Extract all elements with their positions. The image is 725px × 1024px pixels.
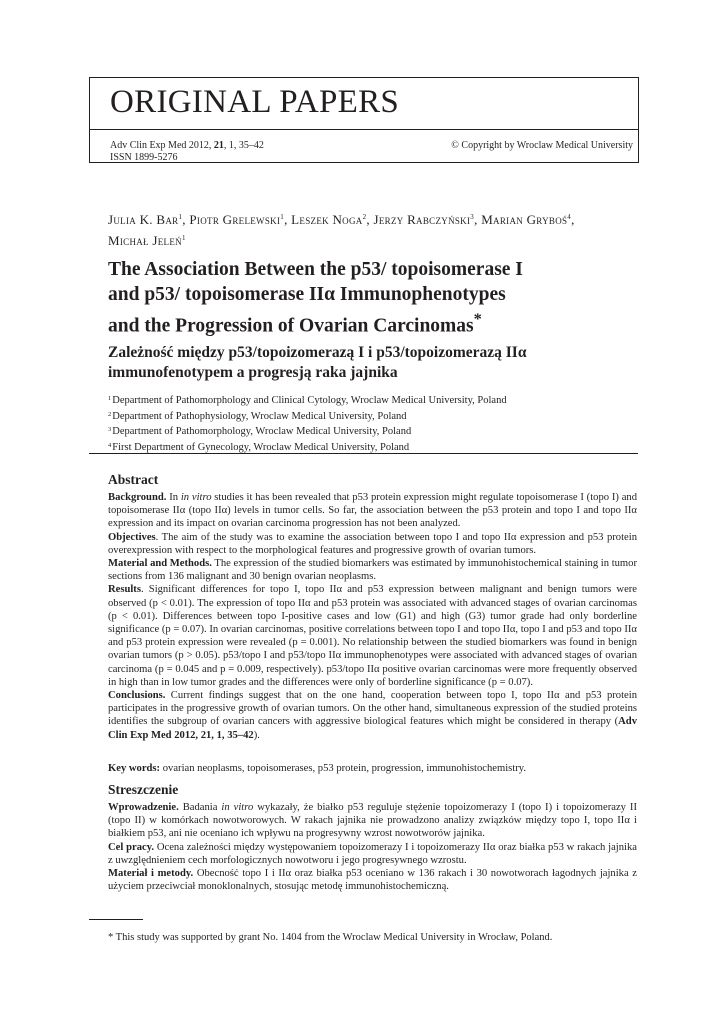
abstract-methods: Material and Methods. The expression of the studied biomarkers was estimated by immunohistochemical staining in tumor sections from 136 malignant and 30 benign ovarian neoplasms. [108, 558, 638, 583]
abstract-heading: Abstract [108, 472, 159, 487]
streszczenie-body [108, 801, 637, 893]
article-title-line: The Association Between the p53/ topoisomerase I [108, 259, 523, 280]
author-4: Jerzy Rabczyński$^3$, [373, 212, 482, 227]
footnote-mark: * [473, 310, 482, 328]
abstract-results: Results. Significant differences for topo I, topo IIα and p53 expression between malignant and benign tumors were observed (p < 0.01). The expression of topo IIα and p53 protein was associated with advanced stages of ovarian carcinomas (p < 0.01). Differences between topo I-positive cases and low (G1) and high (G3) tumor grade had only borderline significance (p = 0.07). In ovarian carcinomas, positive correlations between topo I and topo IIα, topo I and p53 and topo IIα and p53 protein expression were revealed (p = 0.001). No relationship between the studied biomarkers was found in benign ovarian tumors (p > 0.05). p53/topo I and p53/topo IIα immunophenotypes were associated with advanced stages of ovarian carcinoma (p = 0.045 and p = 0.009, respectively). p53/topo IIα positive ovarian carcinomas were more frequently observed in high than in low tumor grades and the differences were only of borderline significance (p = 0.07). [108, 584, 637, 688]
journal-pages: , 1, 35–42 [223, 140, 264, 151]
author-affiliation-mark: 1 [280, 213, 285, 221]
affiliation-item: $^3$Department of Pathomorphology, Wroclaw Medical University, Poland [108, 426, 412, 438]
author-affiliation-mark: 2 [362, 213, 367, 221]
streszczenie-aim: Cel pracy. Ocena zależności między występowaniem topoizomerazy I i topoizomerazy IIα oraz białka p53 w rakach jajnika z uwzględnieniem cech morfologicznych nowotworu i jego progresywnego wzrostu. [108, 841, 637, 866]
abstract-body [108, 491, 637, 742]
author-affiliation-mark: 4 [567, 213, 572, 221]
affiliation-list [108, 392, 628, 455]
streszczenie-methods: Materiał i metody. Obecność topo I i IIα oraz białka p53 oceniano w 136 rakach i 30 nowotworach łagodnych jajnika z użyciem przeciwciał monoklonalnych, stosując metodę immunohistochemiczną. [108, 868, 638, 893]
affiliation-item: $^1$Department of Pathomorphology and Clinical Cytology, Wroclaw Medical University, Poland [108, 395, 507, 406]
journal-info-box [89, 129, 639, 163]
article-title [108, 257, 628, 339]
journal-name: Adv Clin Exp Med 2012, [110, 140, 214, 151]
issn: ISSN 1899-5276 [110, 152, 178, 163]
streszczenie-intro: Wprowadzenie. Badania in vitro wykazały, że białko p53 reguluje stężenie topoizomerazy I (topo I) i topoizomerazy II (topo II) w komórkach nowotworowych. W rakach jajnika nie prowadzono analizy związków między topo I, topo IIα i białkiem p53, ani nie oceniano ich wpływu na progresywny wzrost nowotworów jajnika. [108, 802, 637, 840]
author-6: Michał Jeleń$^1$ [108, 233, 186, 248]
author-affiliation-mark: 1 [181, 234, 186, 242]
author-affiliation-mark: 3 [470, 213, 475, 221]
divider [89, 453, 638, 454]
article-title-line: and the Progression of Ovarian Carcinomas [108, 315, 474, 337]
affiliation-item: $^2$Department of Pathophysiology, Wroclaw Medical University, Poland [108, 410, 407, 422]
author-3: Leszek Noga$^2$, [291, 212, 374, 227]
section-header-box [89, 77, 639, 130]
author-5: Marian Gryboś$^4$, [481, 212, 575, 227]
citation: Adv Clin Exp Med 2012, 21, 1, 35–42 [108, 716, 637, 741]
author-affiliation-mark: 1 [178, 213, 183, 221]
copyright: © Copyright by Wroclaw Medical University [451, 140, 633, 151]
polish-title-line: Zależność między p53/topoizomerazą I i p53/topoizomerazą IIα [108, 344, 527, 361]
article-title-line: and p53/ topoisomerase IIα Immunophenotypes [108, 284, 506, 305]
affiliation-item: $^4$First Department of Gynecology, Wroclaw Medical University, Poland [108, 442, 410, 454]
keywords: Key words: ovarian neoplasms, topoisomerases, p53 protein, progression, immunohistochemistry. [108, 763, 527, 774]
section-title: ORIGINAL PAPERS [110, 84, 400, 120]
footnote-divider [89, 919, 143, 920]
author-2: Piotr Grelewski$^1$, [189, 212, 292, 227]
polish-title [108, 343, 628, 383]
abstract-objectives: Objectives. The aim of the study was to examine the association between topo I and topo IIα expression and p53 protein overexpression with respect to the morphological features and progressive growth of ovarian tumors. [108, 531, 637, 556]
author-list [108, 208, 648, 250]
polish-title-line: immunofenotypem a progresją raka jajnika [108, 364, 398, 381]
author-1: Julia K. Bar$^1$, [108, 212, 190, 227]
abstract-conclusions: Conclusions. Current findings suggest that on the one hand, cooperation between topo I, topo IIα and p53 protein participates in the progressive growth of ovarian tumors. On the other hand, simultaneous expression of the studied proteins identifies the subgroup of ovarian cancers with aggressive biological features which might be considered in therapy (Adv Clin Exp Med 2012, 21, 1, 35–42). [108, 690, 637, 741]
footnote: * This study was supported by grant No. 1404 from the Wroclaw Medical University in Wrocław, Poland. [108, 932, 553, 943]
journal-volume: 21 [213, 140, 224, 151]
streszczenie-heading: Streszczenie [108, 782, 179, 797]
abstract-background: Background. In in vitro studies it has been revealed that p53 protein expression might regulate topoisomerase I (topo I) and topoisomerase IIα (topo IIα) levels in tumor cells. So far, the association between the p53 protein and topo I and topo IIα expression and its impact on ovarian carcinoma progression has not been analyzed. [108, 492, 638, 530]
